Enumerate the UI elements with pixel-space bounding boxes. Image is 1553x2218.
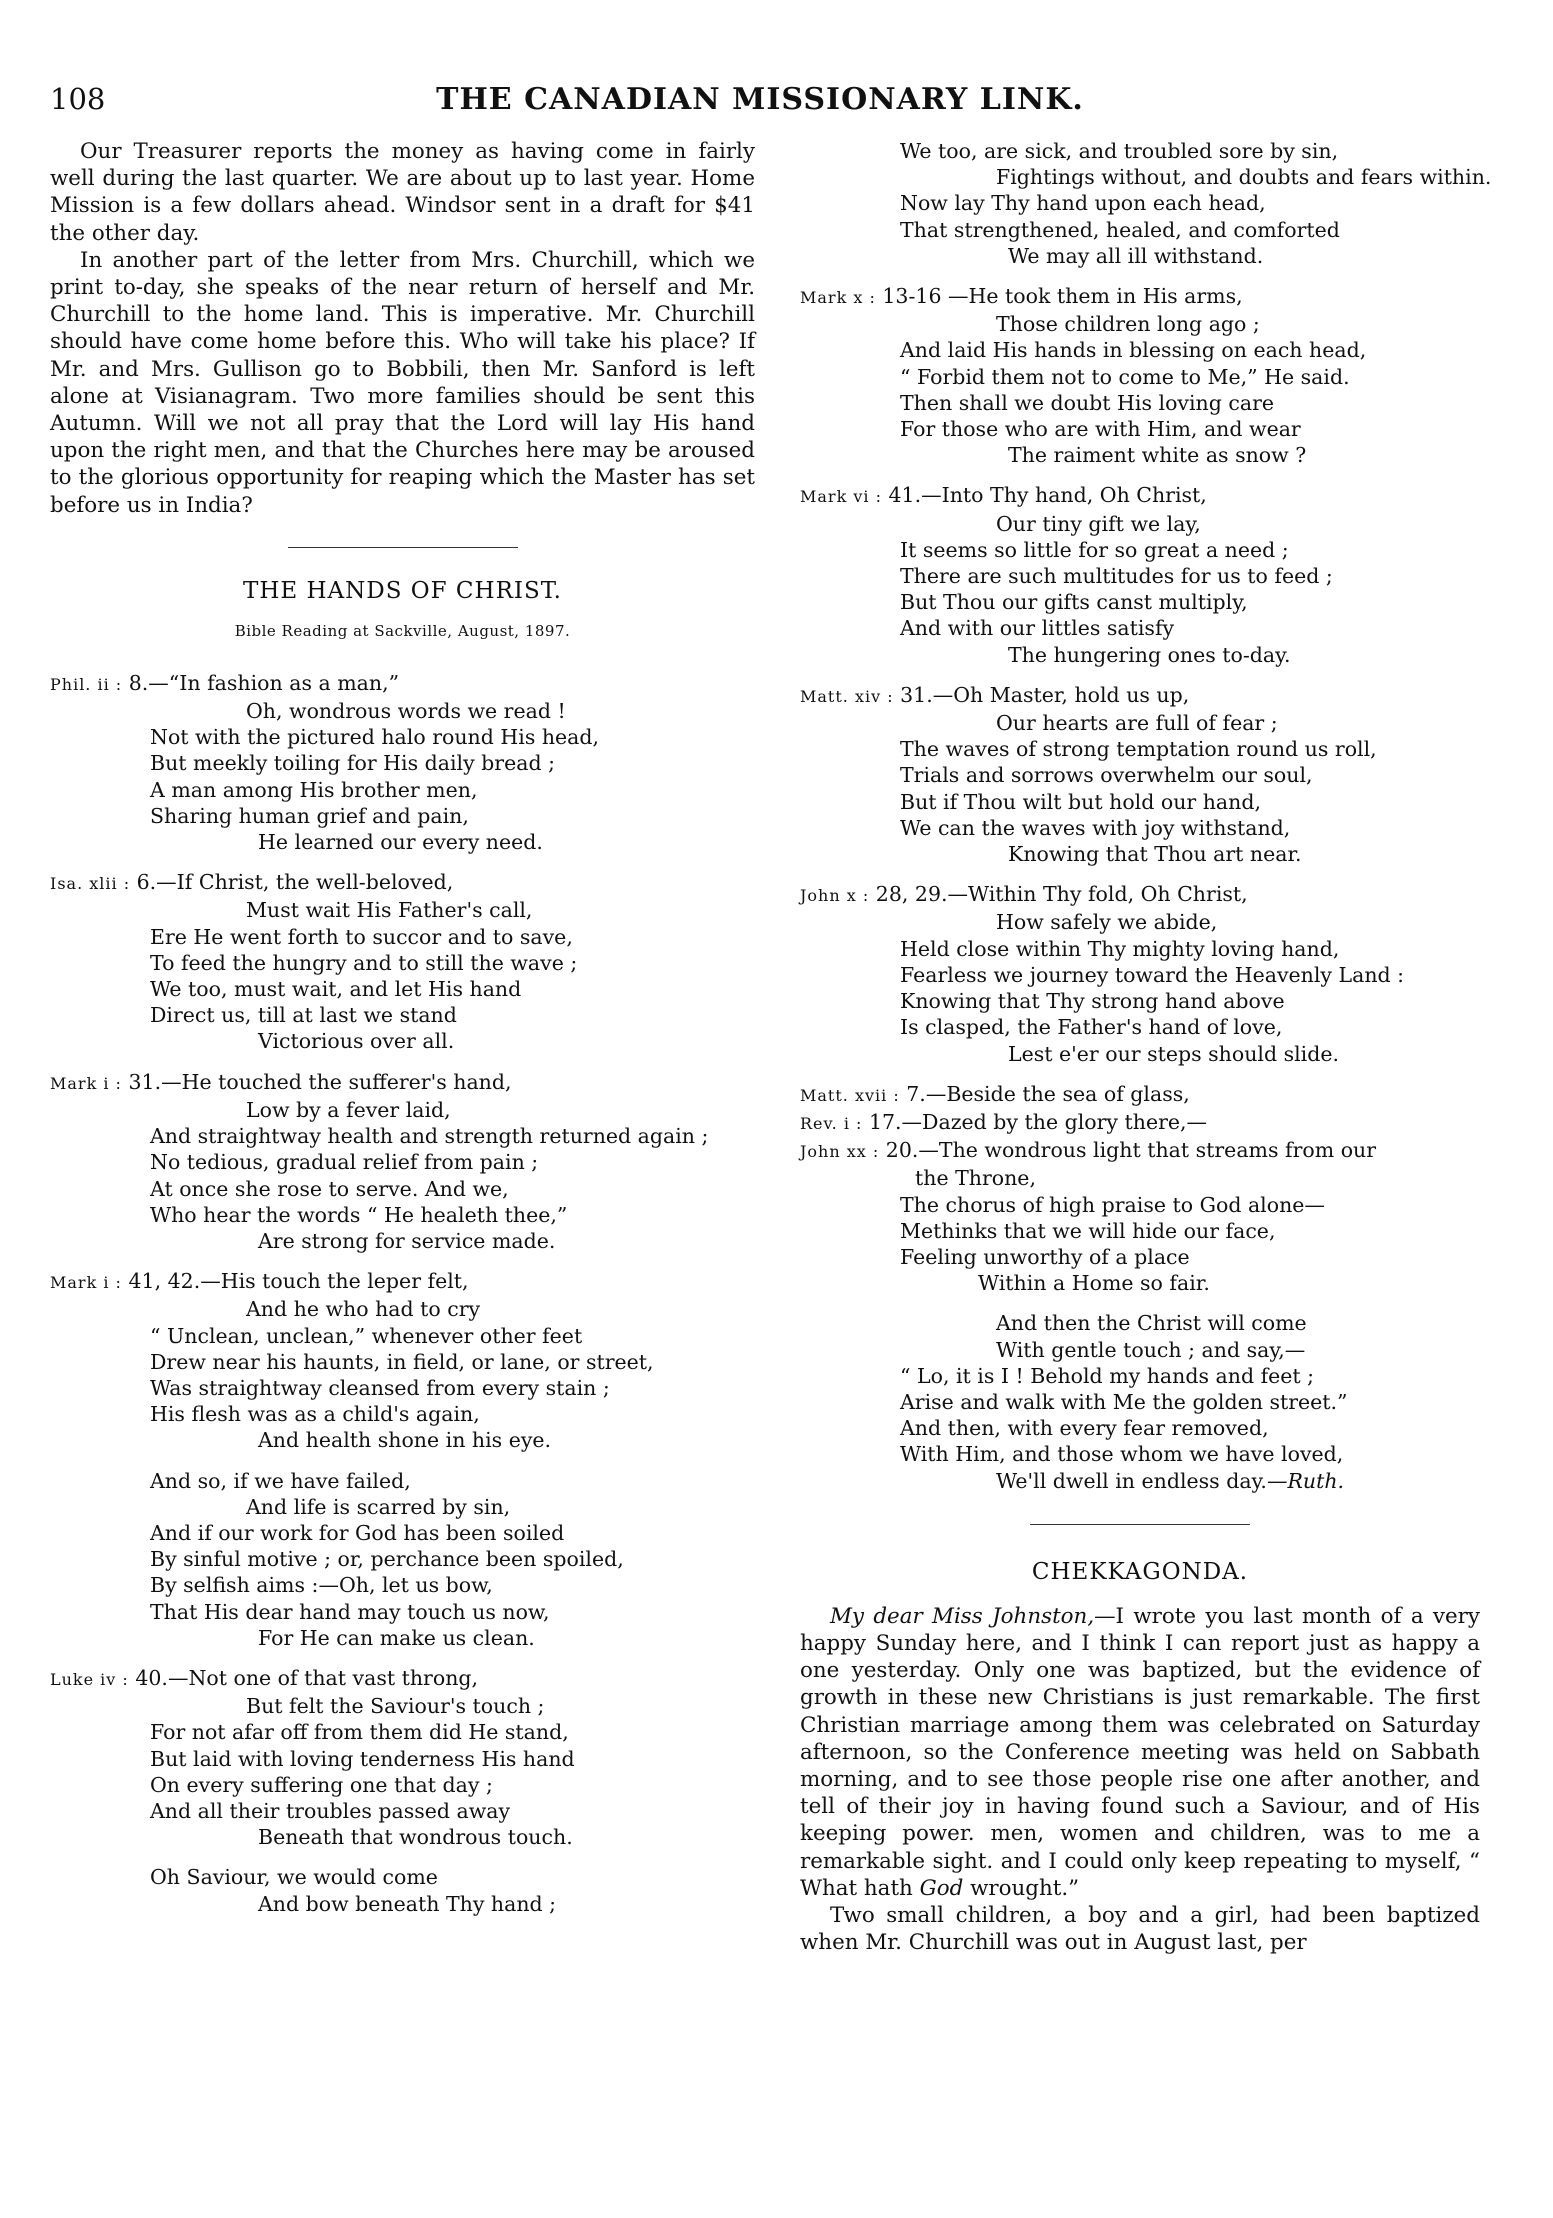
- poem-line: [50, 1625, 755, 1651]
- poem-line-text: 13-16 —He took them in His arms,: [882, 284, 1243, 309]
- poem-line: 17.—Dazed by the glory there,—: [868, 1109, 1208, 1134]
- poem-line-text: Now lay Thy hand upon each head,: [900, 191, 1266, 216]
- poem-line: [800, 138, 1480, 164]
- poem-line-text: Sharing human grief and pain,: [150, 803, 469, 828]
- poem-line: 7.—Beside the sea of glass,: [906, 1081, 1190, 1106]
- poem-line: [50, 976, 755, 1002]
- poem-line: [50, 1375, 755, 1401]
- poem-line: [800, 642, 1480, 668]
- poem-line-text: Trials and sorrows overwhelm our soul,: [900, 763, 1313, 788]
- poem-line-text: A man among His brother men,: [150, 777, 478, 802]
- poem-line: [800, 1337, 1480, 1363]
- poem-line: [50, 897, 755, 923]
- poem-line: [800, 988, 1480, 1014]
- poem-line-text: Was straightway cleansed from every stain ;: [150, 1375, 610, 1400]
- poem-line: [50, 1176, 755, 1202]
- poem-line: [800, 881, 1480, 909]
- poem-line: [800, 710, 1480, 736]
- poem-line-text: For not afar off from them did He stand,: [150, 1720, 569, 1745]
- poem-line: [50, 1427, 755, 1453]
- poem-line-text: 8.—“In fashion as a man,”: [128, 670, 400, 695]
- poem-line-text: That His dear hand may touch us now,: [150, 1599, 550, 1624]
- letter-paragraph-1: [800, 1603, 1480, 1902]
- poem-title: THE HANDS OF CHRIST.: [242, 577, 562, 604]
- poem-line: [50, 1323, 755, 1349]
- poem-line: 20.—The wondrous light that streams from our: [885, 1138, 1377, 1163]
- stanza-reference: Phil. ii :: [50, 674, 123, 694]
- poem-line-text: Must wait His Father's call,: [246, 898, 533, 923]
- poem-line-text: Drew near his haunts, in field, or lane, or street,: [150, 1349, 654, 1374]
- poem-line: [800, 1468, 1480, 1494]
- poem-line-text: Knowing that Thou art near.: [1008, 842, 1302, 867]
- poem-line-text: Oh, wondrous words we read !: [246, 699, 566, 724]
- poem-line: [800, 390, 1480, 416]
- poem-line: [800, 736, 1480, 762]
- poem-line: [50, 1202, 755, 1228]
- poem-line: [800, 1389, 1480, 1415]
- poem-line: [800, 563, 1480, 589]
- poem-line-text: He learned our every need.: [258, 830, 543, 855]
- poem-line-text: That strengthened, healed, and comforted: [900, 217, 1340, 242]
- poem-line-text: Fightings without, and doubts and fears within.: [996, 165, 1492, 190]
- poem-line-text: The raiment white as snow ?: [1008, 443, 1307, 468]
- poem-line-text: On every suffering one that day ;: [150, 1772, 493, 1797]
- poem-line: [800, 217, 1480, 243]
- poem-line-text: By selfish aims :—Oh, let us bow,: [150, 1573, 493, 1598]
- poem-line: [800, 337, 1480, 363]
- poem-line: [50, 1028, 755, 1054]
- poem-line-text: For He can make us clean.: [258, 1625, 535, 1650]
- stanza-reference: Mark i :: [50, 1073, 122, 1093]
- poem-line: [800, 1363, 1480, 1389]
- poem-line-text: Beneath that wondrous touch.: [258, 1825, 573, 1850]
- letter-italic-word: God: [919, 1875, 964, 1901]
- poem-line: [50, 1864, 755, 1890]
- poem-line: [800, 762, 1480, 788]
- poem-line-text: We can the waves with joy withstand,: [900, 815, 1291, 840]
- poem-line: Within a Home so fair.: [978, 1271, 1210, 1296]
- poem-line-text: And with our littles satisfy: [900, 616, 1175, 641]
- poem-line: [50, 1468, 755, 1494]
- intro-paragraph-1: Our Treasurer reports the money as having come in fairly well during the last quarter. We are about up to last year. Home Mission is a few dollars ahead. Windsor sent in a draft for $41 the other day.: [50, 139, 755, 246]
- poem-line-text: How safely we abide,: [996, 910, 1218, 935]
- letter-salutation: My dear Miss Johnston,: [830, 1603, 1095, 1629]
- poem-line: [50, 1149, 755, 1175]
- poem-line: [50, 1349, 755, 1375]
- stanza-reference: Matt. xiv :: [800, 686, 894, 706]
- poem-stanzas-left: [50, 670, 755, 1917]
- poem-line-text: But meekly toiling for His daily bread ;: [150, 751, 555, 776]
- letter-paragraph-2: Two small children, a boy and a girl, had been baptized when Mr. Churchill was out in August last, per: [800, 1902, 1480, 1956]
- stanza-reference: Isa. xlii :: [50, 874, 131, 894]
- poem-line-text: Our tiny gift we lay,: [996, 511, 1201, 536]
- poem-line-text: “ Lo, it is I ! Behold my hands and feet ;: [900, 1363, 1315, 1388]
- poem-line: [800, 442, 1480, 468]
- poem-line: [800, 962, 1480, 988]
- journal-title: THE CANADIAN MISSIONARY LINK.: [436, 82, 1084, 117]
- poem-line: [50, 1520, 755, 1546]
- poem-line: [800, 311, 1480, 337]
- poem-stanza: [50, 1864, 755, 1916]
- poem-line-text: But Thou our gifts canst multiply,: [900, 590, 1248, 615]
- poem-line-text: Lest e'er our steps should slide.: [1008, 1041, 1340, 1066]
- poem-line-text: Victorious over all.: [258, 1029, 455, 1054]
- poem-stanza: [800, 881, 1480, 1066]
- poem-line-text: And all their troubles passed away: [150, 1798, 511, 1823]
- poem-line-text: Arise and walk with Me the golden street.”: [900, 1389, 1348, 1414]
- poem-line-text: Who hear the words “ He healeth thee,”: [150, 1202, 568, 1227]
- poem-line: [50, 803, 755, 829]
- poem-line: Methinks that we will hide our face,: [900, 1218, 1276, 1243]
- poem-line: [50, 1002, 755, 1028]
- poem-line-text: The hungering ones to-day.: [1008, 642, 1291, 667]
- stanza-reference: Mark x :: [800, 288, 876, 308]
- poem-line-text: “ Unclean, unclean,” whenever other feet: [150, 1323, 583, 1348]
- poem-line: The chorus of high praise to God alone—: [900, 1192, 1325, 1217]
- poem-line-text: We'll dwell in endless day.: [996, 1468, 1267, 1493]
- section-divider: [288, 547, 518, 548]
- poem-line-text: With gentle touch ; and say,—: [996, 1337, 1306, 1362]
- poem-line: [50, 1665, 755, 1693]
- poem-line: [800, 243, 1480, 269]
- poem-line-text: Knowing that Thy strong hand above: [900, 989, 1285, 1014]
- poem-line-text: 40.—Not one of that vast throng,: [135, 1665, 479, 1690]
- poem-line-text: Are strong for service made.: [258, 1228, 556, 1253]
- poem-line: [50, 869, 755, 897]
- poem-line-text: Held close within Thy mighty loving hand,: [900, 936, 1340, 961]
- poem-line: [800, 841, 1480, 867]
- poem-line-text: But felt the Saviour's touch ;: [246, 1694, 545, 1719]
- poem-line-text: By sinful motive ; or, perchance been spoiled,: [150, 1547, 624, 1572]
- poem-line-text: We too, are sick, and troubled sore by sin,: [900, 139, 1339, 163]
- left-column: [50, 138, 755, 1931]
- poem-line: [50, 1228, 755, 1254]
- final-stanza: [800, 1310, 1480, 1493]
- poem-line-text: 6.—If Christ, the well-beloved,: [136, 870, 454, 895]
- stanza-reference: Matt. xvii :: [800, 1085, 900, 1105]
- poem-line: [50, 1296, 755, 1322]
- poem-line-text: Direct us, till at last we stand: [150, 1003, 457, 1028]
- poem-line: Feeling unworthy of a place: [900, 1244, 1190, 1269]
- poem-line-text: We too, must wait, and let His hand: [150, 977, 522, 1002]
- poem-line: [50, 829, 755, 855]
- poem-line: [800, 190, 1480, 216]
- poem-line: [50, 1693, 755, 1719]
- poem-stanza: [800, 682, 1480, 867]
- poem-line-text: 41, 42.—His touch the leper felt,: [128, 1269, 469, 1294]
- poem-line: [50, 1401, 755, 1427]
- poem-line: [50, 1824, 755, 1850]
- poem-line-text: For those who are with Him, and wear: [900, 417, 1301, 442]
- poem-line-text: But if Thou wilt but hold our hand,: [900, 789, 1261, 814]
- poem-line: [800, 936, 1480, 962]
- poem-line-text: And health shone in his eye.: [258, 1428, 552, 1453]
- poem-stanza: [50, 1665, 755, 1850]
- poem-line-text: Ere He went forth to succor and to save,: [150, 924, 573, 949]
- poem-line: [50, 1719, 755, 1745]
- poem-line: [50, 698, 755, 724]
- letter-title: CHEKKAGONDA.: [1031, 1558, 1249, 1585]
- poem-line: [50, 777, 755, 803]
- poem-line-text: And he who had to cry: [246, 1297, 481, 1322]
- poem-line-text: 41.—Into Thy hand, Oh Christ,: [888, 483, 1207, 508]
- poem-stanza: [50, 670, 755, 855]
- poem-line-text: 28, 29.—Within Thy fold, Oh Christ,: [875, 882, 1248, 907]
- poem-line: [800, 589, 1480, 615]
- poem-line-text: 31.—He touched the sufferer's hand,: [128, 1069, 512, 1094]
- poem-line-text: Is clasped, the Father's hand of love,: [900, 1015, 1283, 1040]
- poem-line: [50, 924, 755, 950]
- poem-line: [50, 1891, 755, 1917]
- intro-paragraph-2: In another part of the letter from Mrs. Churchill, which we print to-day, she speaks of the near return of herself and Mr. Churchill to the home land. This is imperative. Mr. Churchill should have come home before this. Who will take his place? If Mr. and Mrs. Gullison go to Bobbili, then Mr. Sanford is left alone at Visianagram. Two more families should be sent this Autumn. Will we not all pray that the Lord will lay His hand upon the right men, and that the Churches here may be aroused to the glorious opportunity for reaping which the Master has set before us in India?: [50, 247, 755, 518]
- right-column: [800, 138, 1492, 1956]
- poem-line-text: Then shall we doubt His loving care: [900, 390, 1275, 415]
- poem-line: [50, 1268, 755, 1296]
- poem-line-text: Fearless we journey toward the Heavenly Land :: [900, 962, 1405, 987]
- poem-stanza: [50, 1069, 755, 1254]
- poem-line: [800, 615, 1480, 641]
- poem-line: [50, 1494, 755, 1520]
- poem-line-text: And life is scarred by sin,: [246, 1494, 511, 1519]
- poem-line: [800, 511, 1480, 537]
- poem-line-text: “ Forbid them not to come to Me,” He said.: [900, 364, 1350, 389]
- poem-line: [800, 789, 1480, 815]
- poem-line: [50, 1798, 755, 1824]
- poem-stanza: [800, 283, 1480, 468]
- poem-line: [800, 815, 1480, 841]
- stanza-reference: John xx :: [800, 1142, 880, 1162]
- poem-stanzas-right: [800, 138, 1492, 1067]
- section-divider: [1030, 1524, 1250, 1525]
- poem-line-text: And so, if we have failed,: [150, 1468, 411, 1493]
- poem-line: [50, 750, 755, 776]
- page-number: 108: [50, 82, 106, 116]
- poem-line-text: Oh Saviour, we would come: [150, 1865, 438, 1890]
- poem-line-text: It seems so little for so great a need ;: [900, 537, 1289, 562]
- poem-line: [800, 1441, 1480, 1467]
- poem-signature: —Ruth.: [1266, 1468, 1345, 1493]
- poem-line: [50, 724, 755, 750]
- refs-stanza: [800, 1081, 1480, 1297]
- poem-line: [50, 1599, 755, 1625]
- poem-stanza: [50, 1268, 755, 1453]
- stanza-reference: Mark i :: [50, 1273, 122, 1293]
- letter-paragraph-1-tail: wrought.”: [963, 1875, 1080, 1901]
- stanza-reference: Mark vi :: [800, 487, 882, 507]
- poem-line: [800, 537, 1480, 563]
- poem-line: the Throne,: [915, 1166, 1036, 1191]
- poem-line-text: 31.—Oh Master, hold us up,: [900, 682, 1190, 707]
- poem-stanza: [800, 482, 1480, 667]
- poem-line: [50, 1546, 755, 1572]
- poem-line-text: And then the Christ will come: [996, 1311, 1307, 1336]
- poem-line: [800, 1014, 1480, 1040]
- poem-stanza: [50, 1468, 755, 1651]
- poem-line: [50, 1097, 755, 1123]
- poem-line-text: But laid with loving tenderness His hand: [150, 1746, 575, 1771]
- poem-line-text: And straightway health and strength returned again ;: [150, 1124, 709, 1149]
- poem-line: [50, 950, 755, 976]
- poem-line-text: The waves of strong temptation round us roll,: [900, 737, 1377, 762]
- poem-line: [800, 1415, 1480, 1441]
- poem-line: [800, 682, 1480, 710]
- poem-line-text: At once she rose to serve. And we,: [150, 1176, 509, 1201]
- poem-stanza: [800, 138, 1492, 269]
- poem-line-text: And if our work for God has been soiled: [150, 1520, 565, 1545]
- poem-line-text: And bow beneath Thy hand ;: [258, 1891, 557, 1916]
- poem-line: [50, 1746, 755, 1772]
- poem-line-text: There are such multitudes for us to feed ;: [900, 564, 1333, 589]
- poem-line: [50, 1069, 755, 1097]
- stanza-reference: John x :: [800, 886, 870, 906]
- poem-line: [800, 283, 1480, 311]
- poem-line-text: Not with the pictured halo round His head,: [150, 725, 600, 750]
- poem-line-text: And laid His hands in blessing on each head,: [900, 338, 1367, 363]
- poem-line: [50, 670, 755, 698]
- poem-line-text: No tedious, gradual relief from pain ;: [150, 1150, 539, 1175]
- letter-paragraph-1-text: —I wrote you last month of a very happy Sunday here, and I think I can report just as happy a one yesterday. Only one was baptized, but the evidence of growth in these new Christians is just remarkable. The first Christian marriage among them was celebrated on Saturday afternoon, so the Conference meeting was held on Sabbath morning, and to see those people rise one after another, and tell of their joy in having found such a Saviour, and of His keeping power. men, women and children, was to me a remarkable sight. and I could only keep repeating to myself, “ What hath: [800, 1603, 1480, 1901]
- page-header: [50, 82, 1470, 122]
- poem-line: [800, 364, 1480, 390]
- poem-line-text: Those children long ago ;: [996, 312, 1260, 337]
- poem-line: [50, 1772, 755, 1798]
- poem-line: [800, 1310, 1480, 1336]
- poem-line-text: Our hearts are full of fear ;: [996, 711, 1278, 736]
- poem-line: [50, 1572, 755, 1598]
- poem-line: [50, 1123, 755, 1149]
- poem-line: [800, 1041, 1480, 1067]
- poem-line-text: With Him, and those whom we have loved,: [900, 1442, 1344, 1467]
- poem-line-text: Low by a fever laid,: [246, 1097, 451, 1122]
- poem-line: [800, 482, 1480, 510]
- poem-subtitle: Bible Reading at Sackville, August, 1897.: [234, 621, 571, 640]
- poem-line-text: We may all ill withstand.: [1008, 243, 1264, 268]
- poem-line: [800, 416, 1480, 442]
- poem-line: [800, 164, 1492, 190]
- poem-stanza: [50, 869, 755, 1054]
- poem-line-text: And then, with every fear removed,: [900, 1416, 1269, 1441]
- stanza-reference: Luke iv :: [50, 1669, 129, 1689]
- poem-line-text: His flesh was as a child's again,: [150, 1402, 480, 1427]
- stanza-reference: Rev. i :: [800, 1113, 863, 1133]
- poem-line-text: To feed the hungry and to still the wave ;: [150, 950, 578, 975]
- poem-line: [800, 909, 1480, 935]
